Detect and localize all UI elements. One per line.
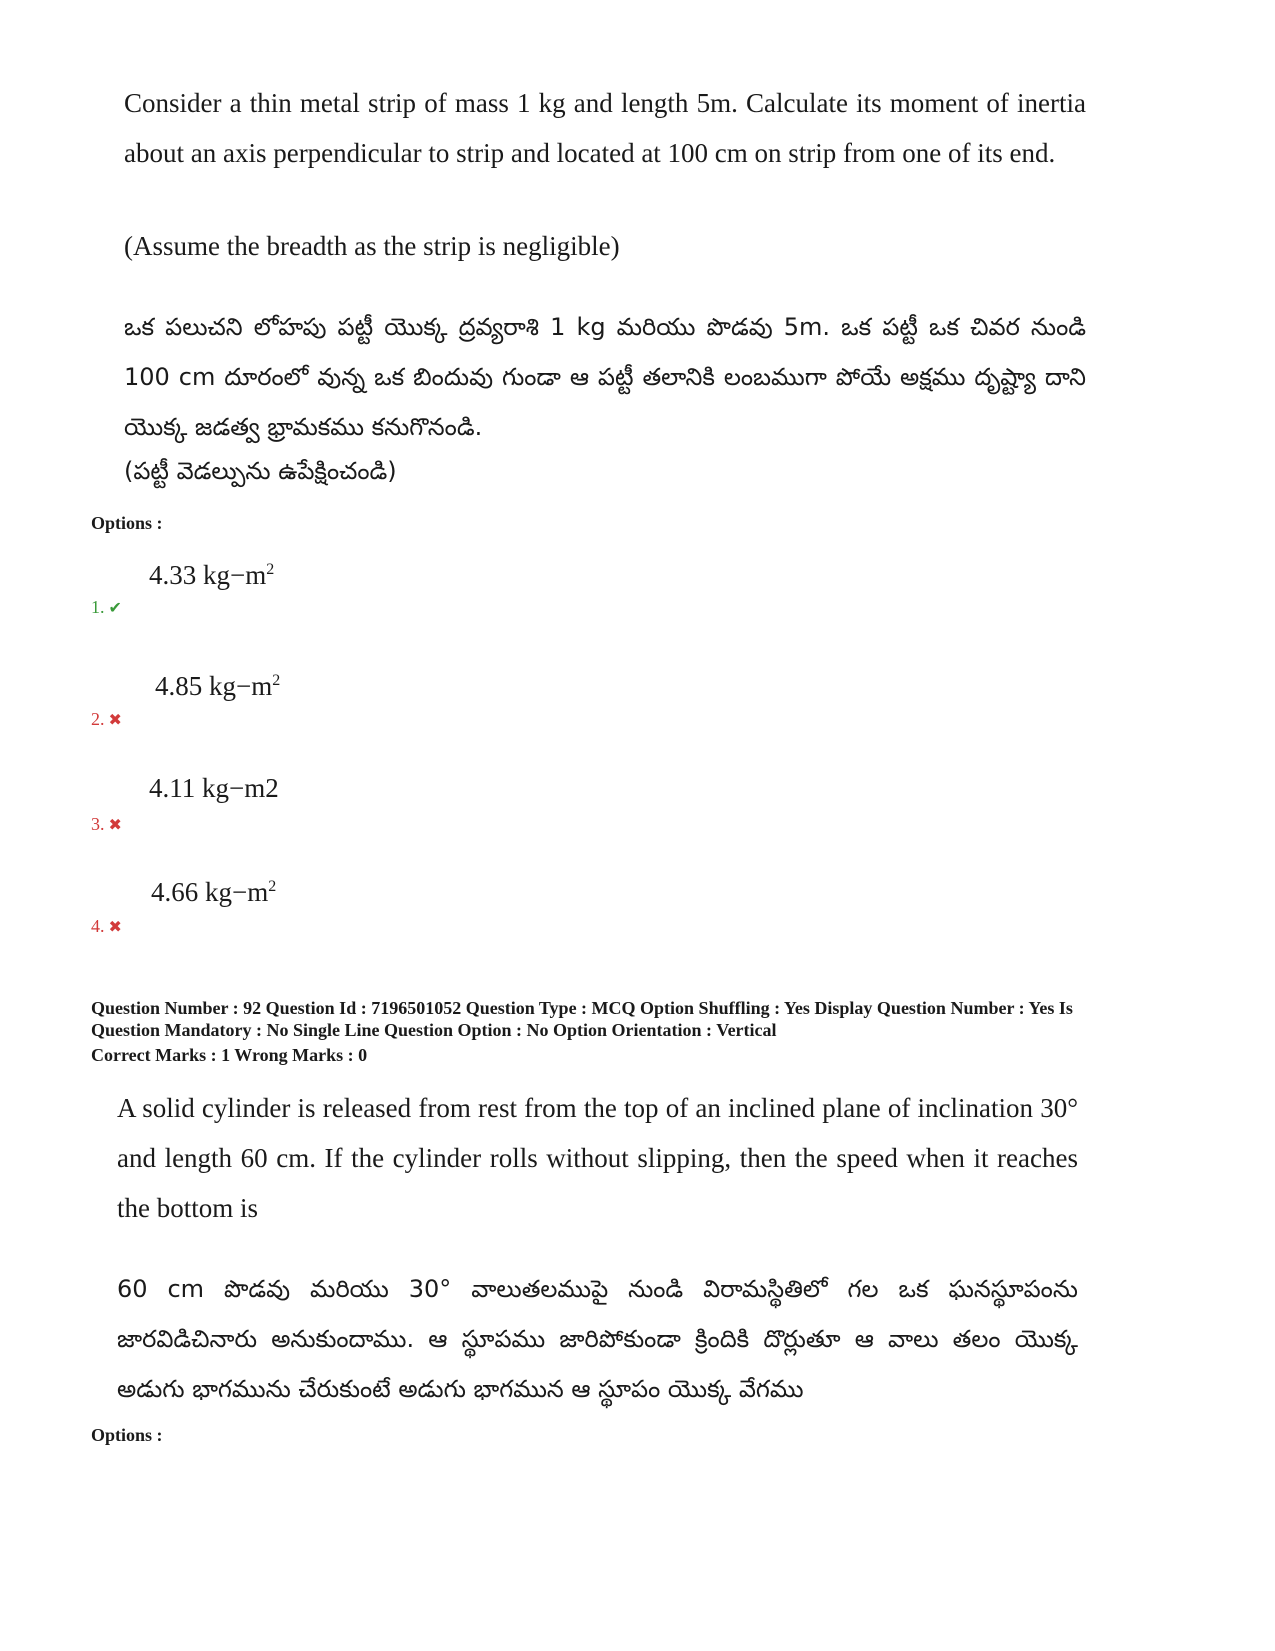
question-meta <box>91 997 1191 1041</box>
option-number: 1. ✔ <box>91 597 122 617</box>
option-number: 2. ✖ <box>91 709 122 729</box>
question-note-english: (Assume the breadth as the strip is negligible) <box>124 231 620 261</box>
cross-icon: ✖ <box>108 712 122 729</box>
question-text-telugu: 60 cm పొడవు మరియు 30° వాలుతలముపై నుండి విరామస్థితిలో గల ఒక ఘనస్థూపంను జారవిడిచినారు అనుకుందాము. ఆ స్థూపము జారిపోకుండా క్రిందికి దొర్లుతూ ఆ వాలు తలం యొక్క అడుగు భాగమును చేరుకుంటే అడుగు భాగమున ఆ స్థూపం యొక్క వేగము <box>117 1275 1078 1403</box>
question-meta-line: Question Number : 92 Question Id : 7196501052 Question Type : MCQ Option Shuffling : Yes Display Question Number : Yes Is <box>91 998 1073 1018</box>
options-label: Options : <box>91 513 163 533</box>
options-label: Options : <box>91 1425 163 1445</box>
option-number: 3. ✖ <box>91 814 122 834</box>
option-number: 4. ✖ <box>91 916 122 936</box>
option-value: 4.33 $kg-m^2$ <box>149 560 275 590</box>
option-value: 4.66 $kg-m^2$ <box>151 877 277 907</box>
marks-line: Correct Marks : 1 Wrong Marks : 0 <box>91 1045 368 1065</box>
question-text-english: Consider a thin metal strip of mass 1 kg and length 5m. Calculate its moment of inertia about an axis perpendicular to strip and located at 100 cm on strip from one of its end. <box>124 88 1086 168</box>
option-value: 4.11 kg−m2 <box>149 773 279 803</box>
question-note-telugu: (పట్టీ వెడల్పును ఉపేక్షించండి) <box>124 457 397 485</box>
cross-icon: ✖ <box>108 817 122 834</box>
option-value: 4.85 $kg-m^2$ <box>155 671 281 701</box>
question-text-telugu: ఒక పలుచని లోహపు పట్టీ యొక్క ద్రవ్యరాశి 1 kg మరియు పొడవు 5m. ఒక పట్టీ ఒక చివర నుండి 100 cm దూరంలో వున్న ఒక బిందువు గుండా ఆ పట్టీ తలానికి లంబముగా పోయే అక్షము దృష్ట్యా దాని యొక్క జడత్వ భ్రామకము కనుగొనండి. <box>124 313 1086 441</box>
check-icon: ✔ <box>108 600 122 617</box>
question-text-english: A solid cylinder is released from rest from the top of an inclined plane of inclination 30° and length 60 cm. If the cylinder rolls without slipping, then the speed when it reaches the bottom is <box>117 1093 1078 1223</box>
cross-icon: ✖ <box>108 919 122 936</box>
question-meta-line: Question Mandatory : No Single Line Question Option : No Option Orientation : Vertical <box>91 1020 777 1040</box>
